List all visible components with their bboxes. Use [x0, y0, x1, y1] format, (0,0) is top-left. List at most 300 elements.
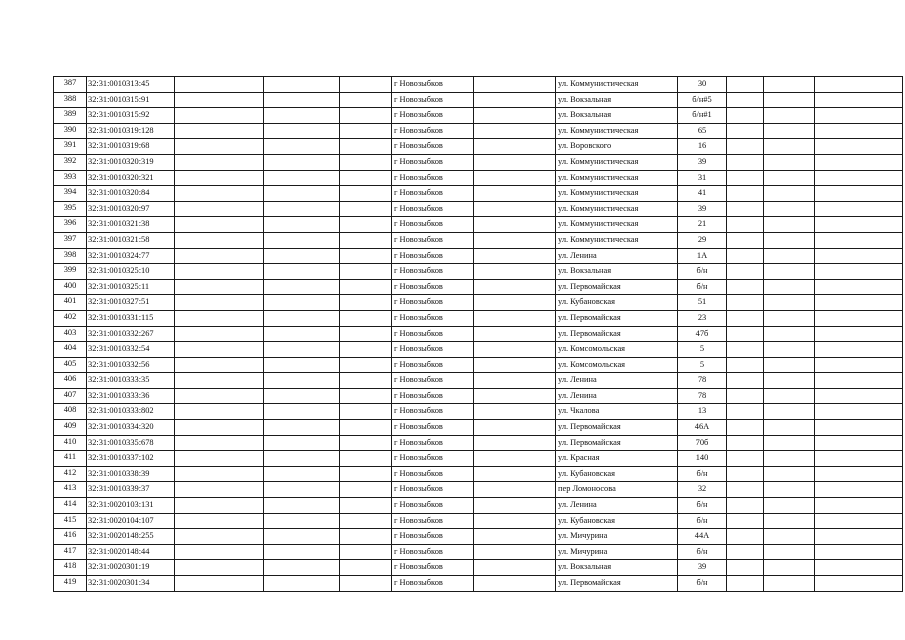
- empty-cell: [264, 404, 340, 420]
- table-row: [54, 264, 903, 280]
- city-name: г Новозыбков: [392, 576, 474, 592]
- street-name: ул. Кубановская: [556, 466, 678, 482]
- empty-cell: [264, 529, 340, 545]
- empty-cell: [474, 77, 556, 93]
- empty-cell: [474, 139, 556, 155]
- row-number: 387: [54, 77, 87, 93]
- table-row: [54, 295, 903, 311]
- table-row: [54, 186, 903, 202]
- empty-cell: [727, 451, 764, 467]
- cadastral-number: 32:31:0010320:321: [87, 170, 175, 186]
- city-name: г Новозыбков: [392, 482, 474, 498]
- cadastral-number: 32:31:0010334:320: [87, 420, 175, 436]
- empty-cell: [264, 217, 340, 233]
- empty-cell: [474, 295, 556, 311]
- empty-cell: [175, 123, 264, 139]
- city-name: г Новозыбков: [392, 373, 474, 389]
- empty-cell: [815, 201, 903, 217]
- empty-cell: [175, 404, 264, 420]
- house-number: 1А: [678, 248, 727, 264]
- empty-cell: [474, 404, 556, 420]
- row-number: 417: [54, 544, 87, 560]
- empty-cell: [340, 544, 392, 560]
- empty-cell: [764, 373, 815, 389]
- empty-cell: [175, 201, 264, 217]
- empty-cell: [764, 420, 815, 436]
- city-name: г Новозыбков: [392, 466, 474, 482]
- cadastral-number: 32:31:0010315:91: [87, 92, 175, 108]
- empty-cell: [815, 279, 903, 295]
- city-name: г Новозыбков: [392, 170, 474, 186]
- cadastral-number: 32:31:0010338:39: [87, 466, 175, 482]
- row-number: 397: [54, 232, 87, 248]
- empty-cell: [727, 186, 764, 202]
- empty-cell: [815, 342, 903, 358]
- empty-cell: [815, 544, 903, 560]
- empty-cell: [264, 373, 340, 389]
- empty-cell: [815, 529, 903, 545]
- cadastral-number: 32:31:0020301:19: [87, 560, 175, 576]
- empty-cell: [474, 264, 556, 280]
- row-number: 416: [54, 529, 87, 545]
- cadastral-number: 32:31:0010321:38: [87, 217, 175, 233]
- empty-cell: [474, 201, 556, 217]
- empty-cell: [815, 482, 903, 498]
- empty-cell: [727, 482, 764, 498]
- empty-cell: [340, 388, 392, 404]
- street-name: ул. Первомайская: [556, 326, 678, 342]
- cadastral-number: 32:31:0010320:84: [87, 186, 175, 202]
- empty-cell: [727, 232, 764, 248]
- city-name: г Новозыбков: [392, 154, 474, 170]
- empty-cell: [340, 264, 392, 280]
- cadastral-number: 32:31:0010324:77: [87, 248, 175, 264]
- empty-cell: [340, 576, 392, 592]
- table-row: [54, 77, 903, 93]
- empty-cell: [474, 576, 556, 592]
- empty-cell: [340, 279, 392, 295]
- empty-cell: [340, 217, 392, 233]
- empty-cell: [727, 248, 764, 264]
- empty-cell: [474, 248, 556, 264]
- city-name: г Новозыбков: [392, 451, 474, 467]
- empty-cell: [764, 498, 815, 514]
- empty-cell: [264, 154, 340, 170]
- empty-cell: [340, 482, 392, 498]
- street-name: ул. Комсомольская: [556, 357, 678, 373]
- table-row: [54, 201, 903, 217]
- empty-cell: [815, 404, 903, 420]
- house-number: б/н: [678, 264, 727, 280]
- street-name: ул. Коммунистическая: [556, 186, 678, 202]
- empty-cell: [340, 186, 392, 202]
- empty-cell: [764, 170, 815, 186]
- empty-cell: [815, 248, 903, 264]
- empty-cell: [815, 576, 903, 592]
- empty-cell: [727, 139, 764, 155]
- table-row: [54, 498, 903, 514]
- table-row: [54, 92, 903, 108]
- cadastral-number: 32:31:0010332:267: [87, 326, 175, 342]
- row-number: 388: [54, 92, 87, 108]
- empty-cell: [264, 435, 340, 451]
- street-name: ул. Ленина: [556, 248, 678, 264]
- house-number: 21: [678, 217, 727, 233]
- table-row: [54, 357, 903, 373]
- empty-cell: [474, 435, 556, 451]
- table-row: [54, 576, 903, 592]
- empty-cell: [474, 451, 556, 467]
- street-name: ул. Мичурина: [556, 529, 678, 545]
- empty-cell: [264, 498, 340, 514]
- street-name: ул. Коммунистическая: [556, 123, 678, 139]
- table-row: [54, 451, 903, 467]
- row-number: 409: [54, 420, 87, 436]
- row-number: 419: [54, 576, 87, 592]
- empty-cell: [175, 295, 264, 311]
- empty-cell: [764, 154, 815, 170]
- cadastral-number: 32:31:0010331:115: [87, 310, 175, 326]
- empty-cell: [474, 108, 556, 124]
- empty-cell: [815, 435, 903, 451]
- empty-cell: [815, 513, 903, 529]
- empty-cell: [764, 326, 815, 342]
- table-row: [54, 170, 903, 186]
- empty-cell: [727, 466, 764, 482]
- empty-cell: [474, 357, 556, 373]
- empty-cell: [764, 529, 815, 545]
- empty-cell: [727, 201, 764, 217]
- empty-cell: [264, 482, 340, 498]
- empty-cell: [474, 123, 556, 139]
- house-number: б/н: [678, 466, 727, 482]
- empty-cell: [727, 279, 764, 295]
- empty-cell: [727, 560, 764, 576]
- cadastral-number: 32:31:0010333:35: [87, 373, 175, 389]
- empty-cell: [340, 498, 392, 514]
- street-name: ул. Воровского: [556, 139, 678, 155]
- city-name: г Новозыбков: [392, 186, 474, 202]
- city-name: г Новозыбков: [392, 92, 474, 108]
- cadastral-number: 32:31:0010339:37: [87, 482, 175, 498]
- row-number: 415: [54, 513, 87, 529]
- row-number: 407: [54, 388, 87, 404]
- row-number: 390: [54, 123, 87, 139]
- cadastral-number: 32:31:0010337:102: [87, 451, 175, 467]
- empty-cell: [815, 357, 903, 373]
- house-number: 32: [678, 482, 727, 498]
- empty-cell: [175, 498, 264, 514]
- empty-cell: [764, 435, 815, 451]
- empty-cell: [264, 232, 340, 248]
- cadastral-number: 32:31:0010335:678: [87, 435, 175, 451]
- empty-cell: [474, 544, 556, 560]
- row-number: 398: [54, 248, 87, 264]
- empty-cell: [815, 232, 903, 248]
- empty-cell: [815, 186, 903, 202]
- street-name: ул. Кубановская: [556, 295, 678, 311]
- house-number: б/н: [678, 498, 727, 514]
- empty-cell: [474, 529, 556, 545]
- empty-cell: [264, 123, 340, 139]
- city-name: г Новозыбков: [392, 279, 474, 295]
- empty-cell: [764, 466, 815, 482]
- empty-cell: [264, 77, 340, 93]
- empty-cell: [340, 373, 392, 389]
- house-number: 23: [678, 310, 727, 326]
- table-row: [54, 248, 903, 264]
- row-number: 414: [54, 498, 87, 514]
- empty-cell: [340, 92, 392, 108]
- table-body: [54, 77, 903, 592]
- row-number: 404: [54, 342, 87, 358]
- house-number: 65: [678, 123, 727, 139]
- table-row: [54, 560, 903, 576]
- city-name: г Новозыбков: [392, 123, 474, 139]
- empty-cell: [764, 77, 815, 93]
- empty-cell: [815, 77, 903, 93]
- house-number: 5: [678, 342, 727, 358]
- empty-cell: [264, 310, 340, 326]
- empty-cell: [264, 92, 340, 108]
- cadastral-number: 32:31:0020103:131: [87, 498, 175, 514]
- empty-cell: [474, 498, 556, 514]
- empty-cell: [340, 295, 392, 311]
- city-name: г Новозыбков: [392, 217, 474, 233]
- house-number: 16: [678, 139, 727, 155]
- empty-cell: [727, 498, 764, 514]
- empty-cell: [727, 264, 764, 280]
- row-number: 405: [54, 357, 87, 373]
- empty-cell: [264, 560, 340, 576]
- empty-cell: [764, 264, 815, 280]
- table-row: [54, 108, 903, 124]
- house-number: 39: [678, 154, 727, 170]
- table-row: [54, 482, 903, 498]
- city-name: г Новозыбков: [392, 498, 474, 514]
- empty-cell: [264, 279, 340, 295]
- empty-cell: [474, 186, 556, 202]
- empty-cell: [474, 388, 556, 404]
- city-name: г Новозыбков: [392, 77, 474, 93]
- street-name: ул. Коммунистическая: [556, 232, 678, 248]
- house-number: б/н: [678, 279, 727, 295]
- empty-cell: [764, 482, 815, 498]
- empty-cell: [815, 560, 903, 576]
- empty-cell: [727, 342, 764, 358]
- row-number: 389: [54, 108, 87, 124]
- empty-cell: [264, 420, 340, 436]
- street-name: ул. Первомайская: [556, 576, 678, 592]
- empty-cell: [474, 310, 556, 326]
- row-number: 395: [54, 201, 87, 217]
- city-name: г Новозыбков: [392, 357, 474, 373]
- empty-cell: [474, 342, 556, 358]
- empty-cell: [175, 279, 264, 295]
- empty-cell: [727, 420, 764, 436]
- empty-cell: [474, 92, 556, 108]
- city-name: г Новозыбков: [392, 388, 474, 404]
- house-number: 41: [678, 186, 727, 202]
- table-row: [54, 279, 903, 295]
- empty-cell: [815, 466, 903, 482]
- street-name: ул. Первомайская: [556, 420, 678, 436]
- empty-cell: [764, 139, 815, 155]
- street-name: ул. Коммунистическая: [556, 154, 678, 170]
- house-number: 70б: [678, 435, 727, 451]
- city-name: г Новозыбков: [392, 560, 474, 576]
- empty-cell: [264, 388, 340, 404]
- cadastral-number: 32:31:0020148:44: [87, 544, 175, 560]
- empty-cell: [815, 388, 903, 404]
- table-row: [54, 513, 903, 529]
- empty-cell: [175, 108, 264, 124]
- row-number: 399: [54, 264, 87, 280]
- street-name: ул. Ленина: [556, 388, 678, 404]
- cadastral-number: 32:31:0010332:54: [87, 342, 175, 358]
- house-number: б/н: [678, 513, 727, 529]
- empty-cell: [727, 326, 764, 342]
- row-number: 391: [54, 139, 87, 155]
- street-name: ул. Коммунистическая: [556, 201, 678, 217]
- empty-cell: [340, 342, 392, 358]
- row-number: 418: [54, 560, 87, 576]
- street-name: ул. Первомайская: [556, 310, 678, 326]
- city-name: г Новозыбков: [392, 139, 474, 155]
- empty-cell: [764, 451, 815, 467]
- empty-cell: [474, 170, 556, 186]
- cadastral-number: 32:31:0020301:34: [87, 576, 175, 592]
- cadastral-number: 32:31:0010327:51: [87, 295, 175, 311]
- empty-cell: [764, 186, 815, 202]
- city-name: г Новозыбков: [392, 201, 474, 217]
- empty-cell: [340, 560, 392, 576]
- empty-cell: [175, 264, 264, 280]
- empty-cell: [340, 139, 392, 155]
- city-name: г Новозыбков: [392, 529, 474, 545]
- empty-cell: [175, 139, 264, 155]
- empty-cell: [264, 326, 340, 342]
- house-number: 78: [678, 388, 727, 404]
- row-number: 392: [54, 154, 87, 170]
- empty-cell: [815, 420, 903, 436]
- empty-cell: [264, 357, 340, 373]
- empty-cell: [764, 404, 815, 420]
- empty-cell: [474, 232, 556, 248]
- empty-cell: [727, 513, 764, 529]
- empty-cell: [264, 248, 340, 264]
- cadastral-number: 32:31:0020104:107: [87, 513, 175, 529]
- empty-cell: [474, 279, 556, 295]
- empty-cell: [175, 170, 264, 186]
- street-name: ул. Комсомольская: [556, 342, 678, 358]
- city-name: г Новозыбков: [392, 326, 474, 342]
- city-name: г Новозыбков: [392, 544, 474, 560]
- empty-cell: [340, 248, 392, 264]
- empty-cell: [727, 92, 764, 108]
- empty-cell: [727, 404, 764, 420]
- street-name: ул. Коммунистическая: [556, 170, 678, 186]
- empty-cell: [727, 123, 764, 139]
- row-number: 400: [54, 279, 87, 295]
- row-number: 410: [54, 435, 87, 451]
- empty-cell: [340, 466, 392, 482]
- empty-cell: [727, 170, 764, 186]
- city-name: г Новозыбков: [392, 310, 474, 326]
- table-row: [54, 232, 903, 248]
- house-number: б/н#5: [678, 92, 727, 108]
- empty-cell: [340, 232, 392, 248]
- street-name: ул. Красная: [556, 451, 678, 467]
- empty-cell: [175, 326, 264, 342]
- city-name: г Новозыбков: [392, 108, 474, 124]
- empty-cell: [175, 544, 264, 560]
- empty-cell: [815, 170, 903, 186]
- empty-cell: [815, 264, 903, 280]
- table-row: [54, 123, 903, 139]
- empty-cell: [340, 404, 392, 420]
- row-number: 396: [54, 217, 87, 233]
- empty-cell: [815, 92, 903, 108]
- house-number: 13: [678, 404, 727, 420]
- table-row: [54, 217, 903, 233]
- empty-cell: [727, 373, 764, 389]
- table-row: [54, 342, 903, 358]
- city-name: г Новозыбков: [392, 342, 474, 358]
- empty-cell: [175, 92, 264, 108]
- empty-cell: [474, 373, 556, 389]
- empty-cell: [264, 139, 340, 155]
- empty-cell: [175, 342, 264, 358]
- row-number: 401: [54, 295, 87, 311]
- empty-cell: [264, 108, 340, 124]
- house-number: 46А: [678, 420, 727, 436]
- empty-cell: [340, 170, 392, 186]
- cadastral-number: 32:31:0010321:58: [87, 232, 175, 248]
- street-name: ул. Чкалова: [556, 404, 678, 420]
- empty-cell: [764, 248, 815, 264]
- city-name: г Новозыбков: [392, 295, 474, 311]
- empty-cell: [764, 342, 815, 358]
- house-number: 39: [678, 201, 727, 217]
- row-number: 412: [54, 466, 87, 482]
- empty-cell: [815, 139, 903, 155]
- empty-cell: [340, 435, 392, 451]
- row-number: 403: [54, 326, 87, 342]
- empty-cell: [764, 560, 815, 576]
- street-name: ул. Коммунистическая: [556, 77, 678, 93]
- cadastral-number: 32:31:0010325:11: [87, 279, 175, 295]
- empty-cell: [727, 576, 764, 592]
- empty-cell: [815, 310, 903, 326]
- empty-cell: [727, 108, 764, 124]
- street-name: ул. Вокзальная: [556, 92, 678, 108]
- table-row: [54, 388, 903, 404]
- empty-cell: [264, 451, 340, 467]
- empty-cell: [175, 186, 264, 202]
- land-plot-table: [53, 76, 903, 592]
- empty-cell: [815, 123, 903, 139]
- empty-cell: [727, 295, 764, 311]
- cadastral-number: 32:31:0010333:36: [87, 388, 175, 404]
- empty-cell: [764, 232, 815, 248]
- row-number: 402: [54, 310, 87, 326]
- empty-cell: [764, 357, 815, 373]
- house-number: б/н: [678, 576, 727, 592]
- city-name: г Новозыбков: [392, 248, 474, 264]
- empty-cell: [264, 513, 340, 529]
- cadastral-number: 32:31:0010333:802: [87, 404, 175, 420]
